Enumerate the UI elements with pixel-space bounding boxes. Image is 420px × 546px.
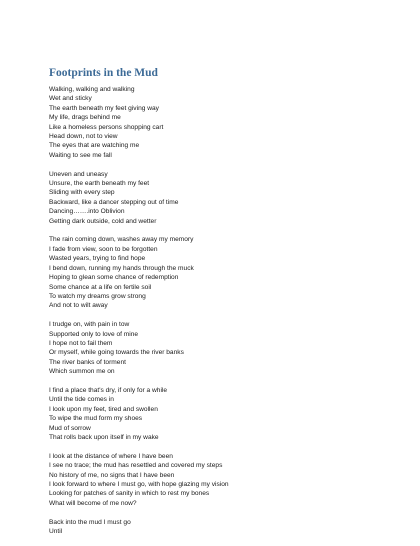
poem-line: Supported only to love of mine (49, 330, 139, 338)
poem-line: The eyes that are watching me (49, 142, 140, 150)
stanza (49, 386, 409, 442)
stanza (49, 518, 409, 537)
poem-line: Wet and sticky (49, 95, 92, 103)
poem-line: No history of me, no signs that I have been (49, 471, 175, 479)
poem-line: I find a place that's dry, if only for a while (49, 386, 168, 394)
poem-line: I hope not to fail them (49, 339, 113, 347)
poem-line: I look at the distance of where I have been (49, 452, 173, 460)
poem-line: Sliding with every step (49, 189, 115, 197)
poem-line: The rain coming down, washes away my memory (49, 236, 194, 244)
poem-line: Unsure, the earth beneath my feet (49, 180, 150, 188)
poem-line: Until the tide comes in (49, 396, 114, 404)
poem-line: Or myself, while going towards the river banks (49, 349, 184, 357)
poem-line: I trudge on, with pain in tow (49, 321, 130, 329)
poem-line: To wipe the mud form my shoes (49, 415, 143, 423)
stanza (49, 170, 409, 226)
poem-line: Wasted years, trying to find hope (49, 255, 146, 263)
poem-line: What will become of me now? (49, 499, 137, 507)
poem-line: Mud of sorrow (49, 424, 91, 432)
poem-line: I look upon my feet, tired and swollen (49, 405, 158, 413)
poem-line: I look forward to where I must go, with hope glazing my vision (49, 480, 229, 488)
poem-line: Getting dark outside, cold and wetter (49, 217, 157, 225)
poem-line: Some chance at a life on fertile soil (49, 283, 152, 291)
poem-line: And not to wilt away (49, 302, 108, 310)
poem-line: The earth beneath my feet giving way (49, 104, 159, 112)
stanza (49, 235, 409, 310)
poem-line: Like a homeless persons shopping cart (49, 123, 164, 131)
poem-title: Footprints in the Mud (49, 67, 158, 79)
poem-line: My life, drags behind me (49, 114, 121, 122)
poem-line: I see no trace; the mud has resettled and covered my steps (49, 462, 223, 470)
poem-line: To watch my dreams grow strong (49, 292, 146, 300)
poem-line: That rolls back upon itself in my wake (49, 433, 159, 441)
poem-line: Uneven and uneasy (49, 170, 108, 178)
poem-line: Hoping to glean some chance of redemption (49, 274, 179, 282)
stanza (49, 320, 409, 376)
poem-line: Which summon me on (49, 368, 115, 376)
poem-line: Backward, like a dancer stepping out of time (49, 198, 179, 206)
poem-body (49, 85, 409, 546)
poem-line: Walking, walking and walking (49, 86, 135, 93)
poem-line: Dancing…….into Oblivion (49, 208, 125, 216)
stanza (49, 85, 409, 160)
poem-line: Looking for patches of sanity in which to rest my bones (49, 490, 210, 498)
poem-line: Back into the mud I must go (49, 518, 131, 526)
poem-line: Until (49, 528, 63, 535)
poem-line: The river banks of torment (49, 358, 126, 366)
poem-line: I fade from view, soon to be forgotten (49, 245, 158, 253)
poem-line: I bend down, running my hands through the muck (49, 264, 194, 272)
poem-line: Waiting to see me fall (49, 151, 112, 159)
poem-line: Head down, not to view (49, 133, 118, 141)
stanza (49, 452, 409, 508)
